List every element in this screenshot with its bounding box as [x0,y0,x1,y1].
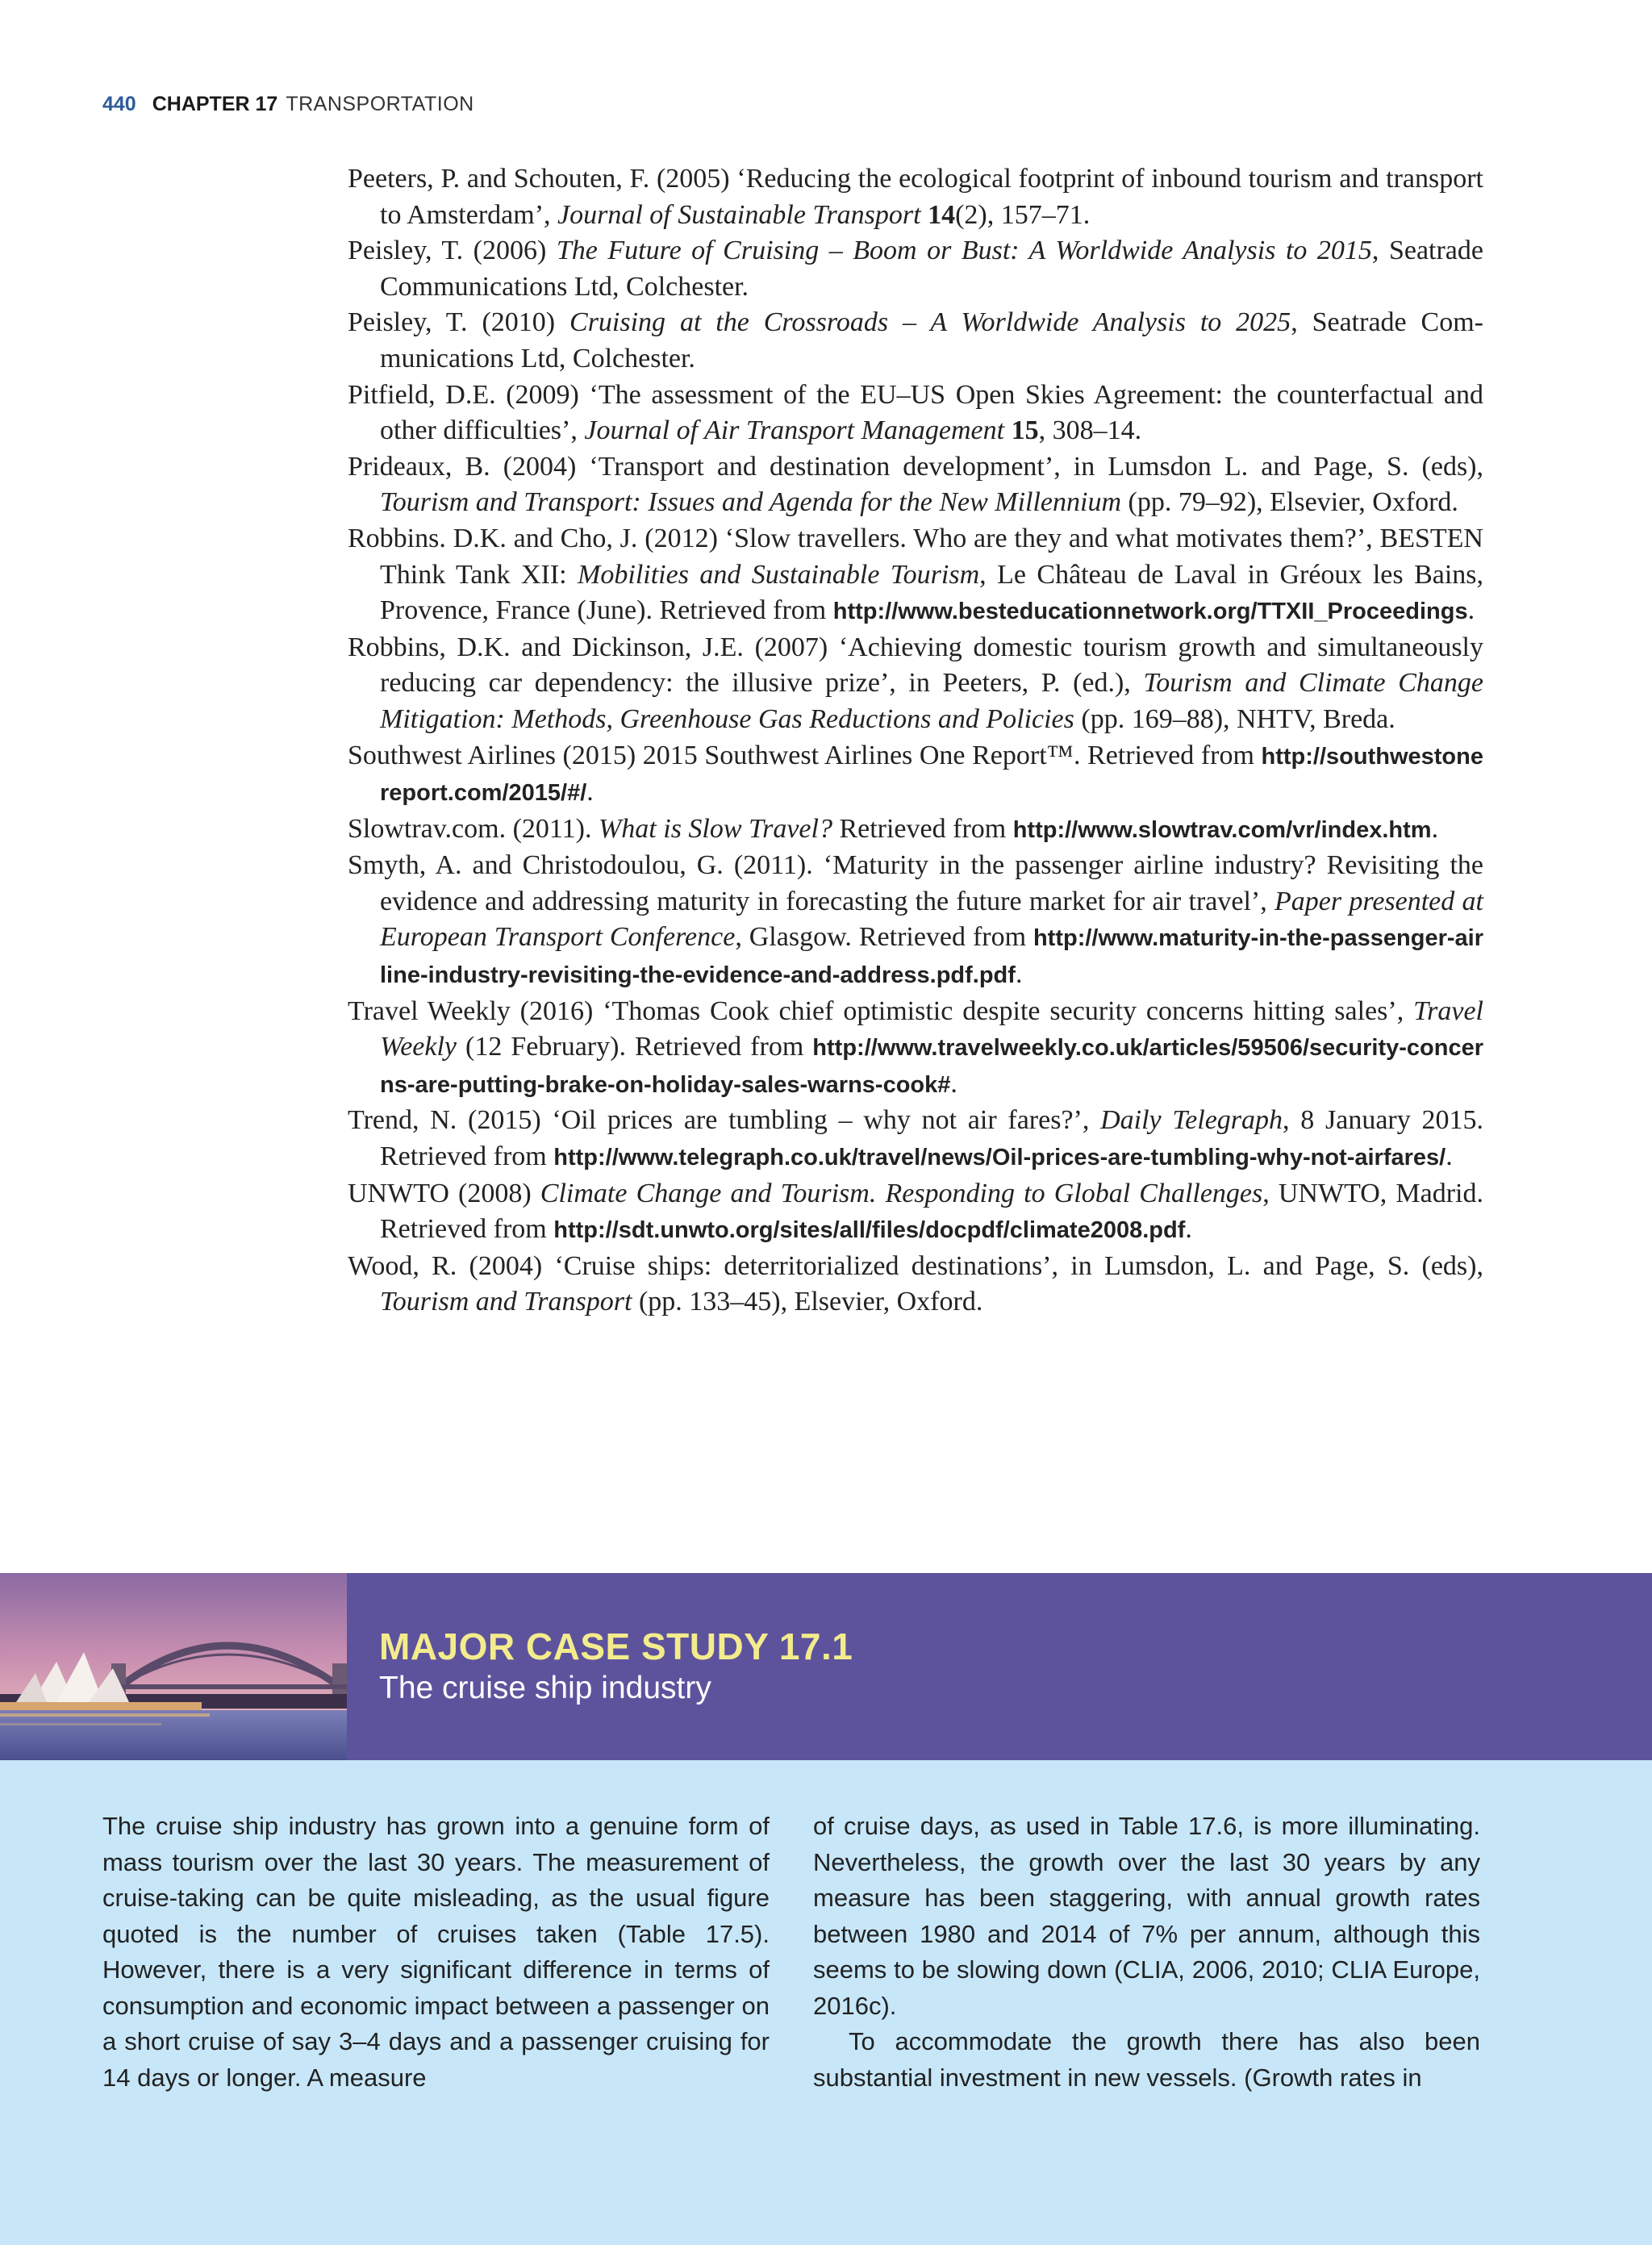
reference-text: Tourism and Transport: Issues and Agenda for the New Millennium [380,487,1122,518]
reference-url: http://www.maturity-in-the-passenger-airline-industry-revisiting-the-evidence-and-address.pdf.pdf [380,925,1483,989]
reference-text: . [950,1068,957,1099]
reference-text: Cruising at the Crossroads – A Worldwide Analysis to 2025 [569,307,1291,338]
reference-list [348,161,1483,1321]
reference-text: , Le Château de Laval in Gréoux les Bains, Provence, France (June). Retrieved from [380,559,1484,626]
reference-url: http://www.telegraph.co.uk/travel/news/Oil-prices-are-tumbling-why-not-airfares/ [553,1145,1446,1171]
reference-text: . [1446,1141,1453,1172]
reference-entry [348,161,1483,233]
reference-text: Slowtrav.com. (2011). [348,813,599,844]
reference-text: . [1431,813,1439,844]
reference-text: . [586,777,594,807]
reference-text: Travel Weekly (2016) ‘Thomas Cook chief optimistic despite security concerns hitting sales’, [348,995,1414,1026]
reference-text: Pitfield, D.E. (2009) ‘The assessment of the EU–US Open Skies Agreement: the counterfactual and other difficulties’, [348,379,1483,446]
reference-text: (12 February). Retrieved from [457,1032,813,1062]
running-header [102,90,474,119]
reference-entry [348,630,1483,738]
reference-url: http://www.travelweekly.co.uk/articles/59506/security-concerns-are-putting-brake-on-holiday-sales-warns-cook# [380,1035,1483,1098]
reference-text [921,200,928,230]
reference-url: http://sdt.unwto.org/sites/all/files/docpdf/climate2008.pdf [553,1217,1186,1244]
reference-text: Trend, N. (2015) ‘Oil prices are tumbling – why not air fares?’, [348,1105,1101,1136]
reference-text: Retrieved from [832,813,1013,844]
reference-text [1004,415,1012,445]
reference-text: Tourism and Climate Change Mitigation: Methods, Greenhouse Gas Reductions and Policies [380,668,1483,734]
reference-entry [348,521,1483,630]
reference-text: , 8 January 2015. Retrieved from [380,1105,1483,1172]
reference-url: http://www.besteducationnetwork.org/TTXII_Proceedings [832,599,1468,625]
reference-text: (pp. 79–92), Elsevier, Oxford. [1121,487,1458,518]
reference-text: Mobilities and Sustainable Tourism [578,559,980,590]
reference-entry [348,1103,1483,1175]
reference-text: Wood, R. (2004) ‘Cruise ships: deterritorialized destinations’, in Lumsdon, L. and Page, S. (eds), [348,1250,1483,1281]
reference-entry [348,848,1483,993]
reference-text: , 308–14. [1038,415,1142,446]
reference-entry [348,449,1483,521]
reference-entry [348,378,1483,449]
reference-text: Robbins. D.K. and Cho, J. (2012) ‘Slow travellers. Who are they and what motivates them?’, BESTEN Think Tank XII: [348,523,1483,590]
reference-text: Journal of Air Transport Management [584,415,1005,446]
case-study-column-left [102,1809,770,2096]
reference-text: Journal of Sustainable Transport [557,199,921,230]
reference-text: , Seatrade Communications Ltd, Colchester. [380,307,1483,373]
reference-entry [348,1249,1483,1321]
case-study-body [0,1760,1652,2245]
reference-text: (2), 157–71. [955,199,1091,230]
reference-text: Southwest Airlines (2015) 2015 Southwest Airlines One Report™. Retrieved from [348,740,1262,770]
case-study-column-right [813,1809,1480,2096]
case-study-title: The cruise ship industry [379,1671,711,1705]
reference-text: 14 [928,199,956,230]
chapter-number: CHAPTER 17 [152,93,278,115]
reference-text: . [1185,1214,1192,1245]
reference-entry [348,812,1483,849]
reference-text: , UNWTO, Madrid. Retrieved from [380,1178,1483,1245]
reference-text: . [1467,595,1475,626]
reference-text: Smyth, A. and Christodoulou, G. (2011). ‘Maturity in the passenger airline industry? Revisiting the evidence and addressing maturity in forecasting the future market for air travel’, [348,850,1483,916]
body-paragraph: of cruise days, as used in Table 17.6, is more illuminating. Nevertheless, the growth over the last 30 years by any measure has been staggering, with annual growth rates between 1980 and 2014 of 7% per annum, although this seems to be slowing down (CLIA, 2006, 2010; CLIA Europe, 2016c). [813,1812,1480,2020]
reference-text: Daily Telegraph [1100,1105,1283,1136]
reference-text: (pp. 133–45), Elsevier, Oxford. [632,1287,983,1317]
reference-text: 15 [1011,415,1039,446]
reference-entry [348,305,1483,377]
reference-text: Robbins, D.K. and Dickinson, J.E. (2007) ‘Achieving domestic tourism growth and simultaneously reducing car dependency: the illusive prize’, in Peeters, P. (ed.), [348,632,1483,699]
reference-text: The Future of Cruising – Boom or Bust: A Worldwide Analysis to 2015 [556,236,1372,266]
sydney-opera-house-photo [0,1573,347,1760]
reference-text: UNWTO (2008) [348,1178,540,1208]
reference-url: http://www.slowtrav.com/vr/index.htm [1012,816,1432,843]
page-number: 440 [102,93,136,115]
reference-entry [348,1176,1483,1249]
case-study-label: MAJOR CASE STUDY 17.1 [379,1625,853,1667]
reference-text: Climate Change and Tourism. Responding to Global Challenges [540,1178,1263,1208]
reference-entry [348,233,1483,305]
reference-text: Peisley, T. (2010) [348,307,570,338]
case-study-banner [0,1573,1652,1760]
reference-text: , Glasgow. Retrieved from [735,922,1033,953]
reference-text: . [1015,959,1023,990]
body-paragraph: The cruise ship industry has grown into a genuine form of mass tourism over the last 30 years. The measurement of cruise-taking can be quite misleading, as the usual figure quoted is the number of cruises taken (Table 17.5). However, there is a very significant difference in terms of consumption and economic impact between a passenger on a short cruise of say 3–4 days and a passenger cruising for 14 days or longer. A measure [102,1812,770,2092]
reference-text: (pp. 169–88), NHTV, Breda. [1074,703,1395,734]
chapter-title: TRANSPORTATION [286,93,474,115]
reference-text: , Seatrade Communications Ltd, Colchester. [380,236,1483,302]
reference-text: Paper presented at European Transport Conference [380,886,1483,953]
reference-entry [348,738,1483,812]
reference-url: http://southwestonereport.com/2015/#/ [380,743,1483,807]
reference-text: Peisley, T. (2006) [348,236,557,266]
reference-text: What is Slow Travel? [598,813,832,844]
reference-text: Prideaux, B. (2004) ‘Transport and destination development’, in Lumsdon L. and Page, S. (eds), [348,451,1483,482]
reference-text: Peeters, P. and Schouten, F. (2005) ‘Reducing the ecological footprint of inbound tourism and transport to Amsterdam’, [348,164,1483,230]
reference-text: Tourism and Transport [380,1287,632,1317]
reference-entry [348,994,1483,1104]
body-paragraph: To accommodate the growth there has also been substantial investment in new vessels. (Growth rates in [813,2027,1480,2092]
reference-text: Travel Weekly [380,995,1483,1062]
